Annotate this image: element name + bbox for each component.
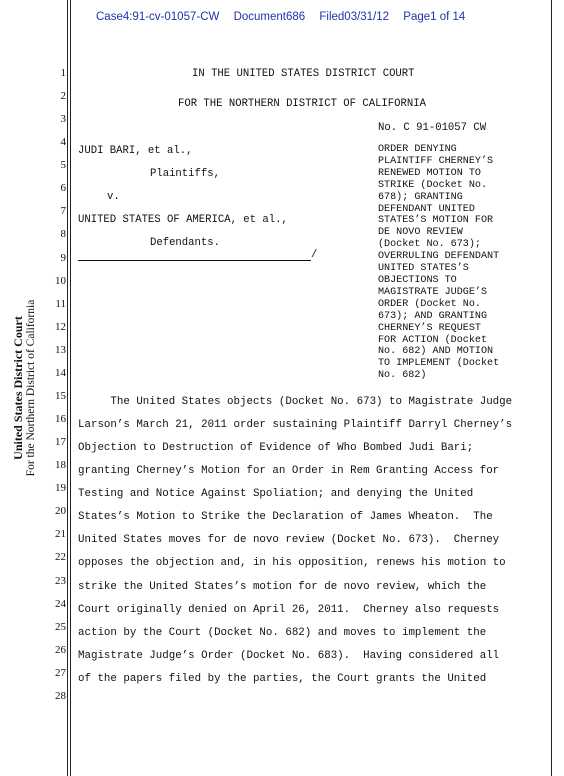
document-number-stamp: Document686 [233, 11, 306, 23]
court-title-line1: IN THE UNITED STATES DISTRICT COURT [192, 68, 415, 80]
line-number: 26 [55, 643, 66, 656]
order-title-line: No. 682) [378, 370, 427, 382]
case-number-stamp: Case4:91-cv-01057-CW [96, 11, 220, 23]
line-number: 19 [55, 482, 66, 495]
line-number: 22 [55, 551, 66, 564]
order-title-line: 673); AND GRANTING [378, 310, 488, 322]
body-text-line: Larson’s March 21, 2011 order sustaining Plaintiff Darryl Cherney’s [78, 419, 513, 432]
order-title-line: FOR ACTION (Docket [378, 334, 488, 346]
case-number: No. C 91-01057 CW [378, 122, 487, 134]
line-number: 12 [55, 320, 66, 333]
line-number: 10 [55, 274, 66, 287]
line-number: 28 [55, 689, 66, 702]
line-number: 1 [60, 67, 66, 79]
order-title-line: STATES’S MOTION FOR [378, 215, 494, 227]
line-number: 11 [55, 297, 66, 310]
order-title-line: 678); GRANTING [378, 191, 463, 203]
left-margin-rule [67, 0, 68, 776]
caption-underline [78, 260, 311, 261]
order-title-line: CHERNEY’S REQUEST [378, 322, 481, 334]
plaintiff-name: JUDI BARI, et al., [78, 145, 193, 157]
line-number: 17 [55, 436, 66, 449]
order-title-line: STRIKE (Docket No. [378, 179, 488, 191]
body-text-line: States’s Motion to Strike the Declaration of James Wheaton. The [78, 511, 493, 524]
line-number: 23 [55, 574, 66, 587]
line-number: 15 [55, 389, 66, 402]
line-number: 2 [60, 90, 66, 103]
line-number: 13 [55, 343, 66, 356]
body-text-line: of the papers filed by the parties, the Court grants the United [78, 672, 487, 685]
line-number: 8 [60, 228, 66, 241]
order-title-line: DEFENDANT UNITED [378, 203, 475, 215]
body-text-line: The United States objects (Docket No. 673) to Magistrate Judge [78, 396, 513, 408]
order-title-line: OVERRULING DEFENDANT [378, 251, 500, 263]
right-margin-rule [551, 0, 552, 776]
caption-slash: / [311, 249, 318, 261]
order-title-line: RENEWED MOTION TO [378, 167, 481, 179]
body-text-line: strike the United States’s motion for de novo review, which the [78, 580, 487, 593]
sidebar-district-name: For the Northern District of California [25, 299, 37, 477]
body-text-line: opposes the objection and, in his opposition, renews his motion to [78, 557, 506, 570]
order-title-line: UNITED STATES’S [378, 263, 469, 275]
order-title-line: DE NOVO REVIEW [378, 227, 463, 239]
body-text-line: action by the Court (Docket No. 682) and moves to implement the [78, 626, 487, 639]
line-number: 7 [60, 205, 66, 218]
body-text-line: Court originally denied on April 26, 2011. Cherney also requests [78, 603, 500, 616]
line-number: 25 [55, 620, 66, 633]
order-title-line: OBJECTIONS TO [378, 274, 457, 286]
line-number: 5 [60, 159, 66, 172]
line-number: 18 [55, 459, 66, 472]
defendants-label: Defendants. [150, 237, 220, 249]
page-count-stamp: Page1 of 14 [403, 11, 466, 23]
plaintiffs-label: Plaintiffs, [150, 168, 220, 180]
body-text-line: Magistrate Judge’s Order (Docket No. 683). Having considered all [78, 649, 500, 662]
court-title-line2: FOR THE NORTHERN DISTRICT OF CALIFORNIA [178, 98, 426, 110]
sidebar-court-name: United States District Court [11, 316, 25, 460]
line-number: 14 [55, 366, 66, 379]
line-number: 24 [55, 597, 66, 610]
order-title-line: ORDER (Docket No. [378, 298, 481, 310]
body-text-line: Testing and Notice Against Spoliation; and denying the United [78, 488, 474, 501]
order-title-line: MAGISTRATE JUDGE’S [378, 286, 488, 298]
order-title-line: TO IMPLEMENT (Docket [378, 358, 500, 370]
defendant-name: UNITED STATES OF AMERICA, et al., [78, 214, 288, 226]
line-number: 6 [60, 182, 66, 195]
line-number: 16 [55, 413, 66, 426]
line-number: 21 [55, 528, 66, 541]
order-title-line: No. 682) AND MOTION [378, 346, 494, 358]
line-number: 27 [55, 666, 66, 679]
filing-header [96, 11, 476, 23]
order-title-line: PLAINTIFF CHERNEY’S [378, 155, 494, 167]
court-sidebar [0, 0, 50, 776]
order-title-line: ORDER DENYING [378, 144, 457, 155]
line-number: 9 [60, 251, 66, 264]
left-margin-rule-inner [70, 0, 71, 776]
line-number: 3 [60, 113, 66, 126]
line-number: 20 [55, 505, 66, 518]
body-text-line: Objection to Destruction of Evidence of Who Bombed Judi Bari; [78, 442, 474, 455]
body-text-line: United States moves for de novo review (Docket No. 673). Cherney [78, 534, 500, 547]
line-number: 4 [60, 136, 66, 149]
order-title-block [378, 144, 558, 382]
body-text-line: granting Cherney’s Motion for an Order in Rem Granting Access for [78, 465, 500, 478]
filed-date-stamp: Filed03/31/12 [319, 11, 390, 23]
order-title-line: (Docket No. 673); [378, 239, 481, 251]
versus-label: v. [107, 191, 120, 203]
